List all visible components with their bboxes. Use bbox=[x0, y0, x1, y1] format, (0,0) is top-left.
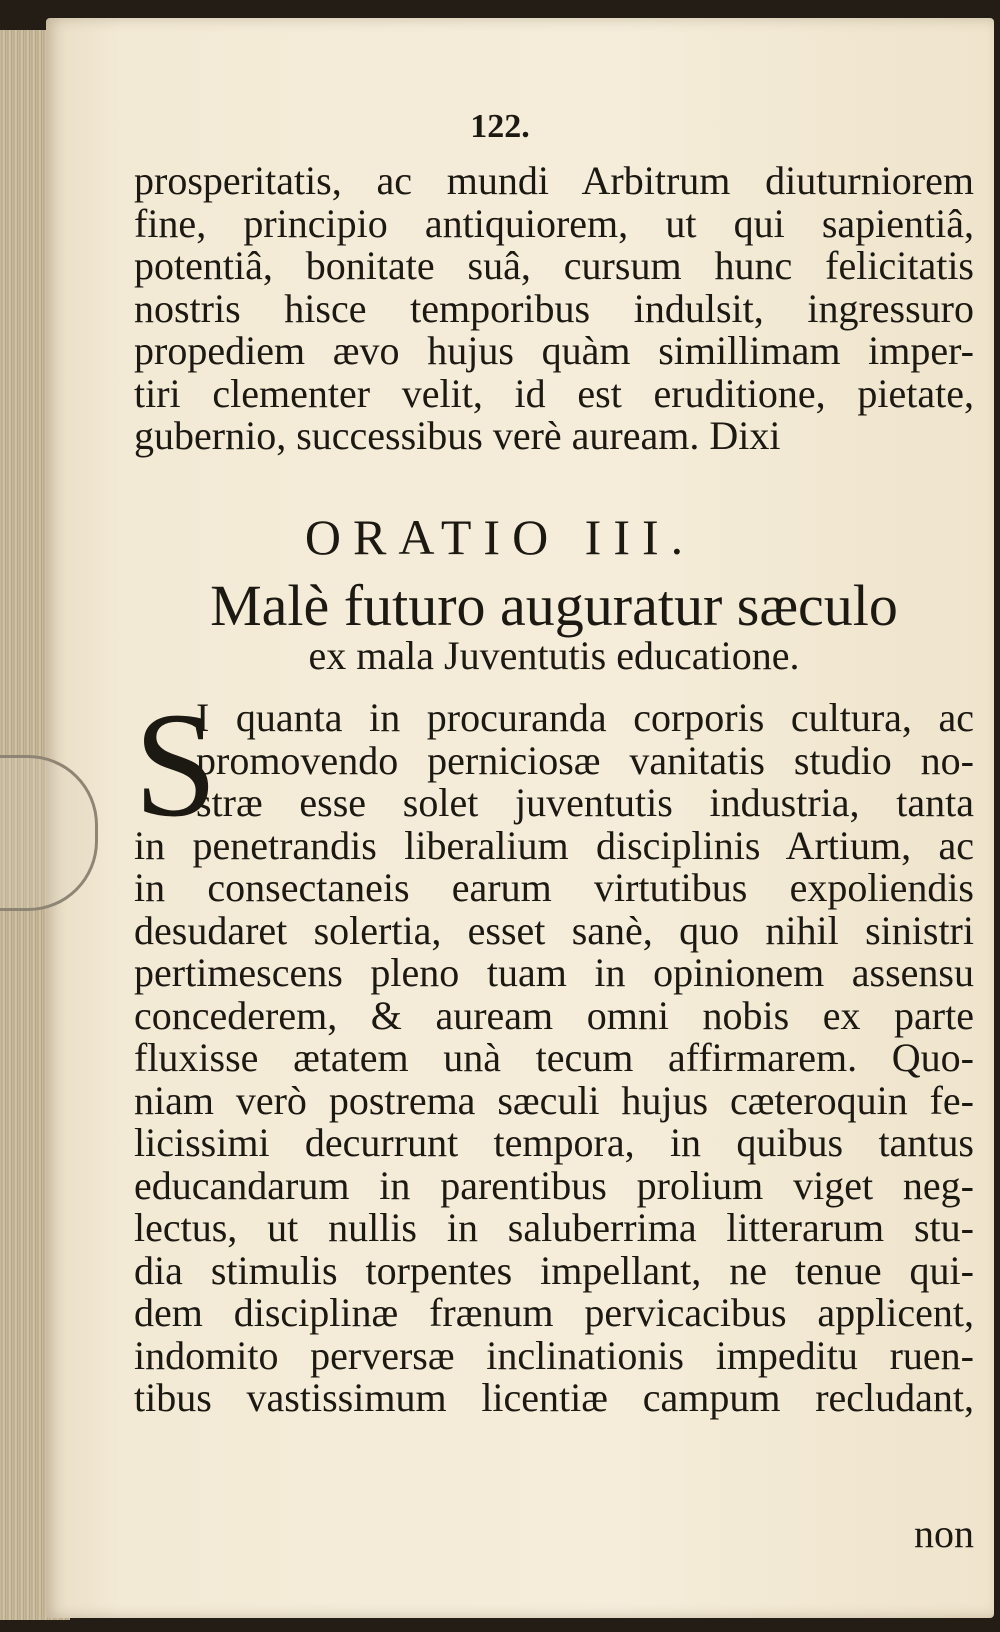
text-line: desudaret solertia, esset sanè, quo nihil sinistri bbox=[134, 907, 974, 953]
text-line: nostris hisce temporibus indulsit, ingressuro bbox=[134, 285, 974, 331]
text-line: licissimi decurrunt tempora, in quibus tantus bbox=[134, 1120, 974, 1165]
top-paragraph bbox=[134, 160, 974, 458]
text-line: tibus vastissimum licentiæ campum recludant, bbox=[134, 1375, 974, 1420]
catchword: non bbox=[914, 1511, 974, 1556]
text-line: potentiâ, bonitate suâ, cursum hunc felicitatis bbox=[134, 243, 974, 288]
drop-cap: S bbox=[134, 682, 218, 848]
text-line: in penetrandis liberalium disciplinis Artium, ac bbox=[134, 822, 974, 868]
text-line: dem disciplinæ frænum pervicacibus applicent, bbox=[134, 1290, 974, 1335]
text-line: in consectaneis earum virtutibus expoliendis bbox=[134, 865, 974, 910]
text-line: fluxisse ætatem unà tecum affirmarem. Quo- bbox=[134, 1035, 974, 1080]
text-line: propediem ævo hujus quàm simillimam imper- bbox=[134, 328, 974, 373]
text-line: niam verò postrema sæculi hujus cæteroquin fe- bbox=[134, 1077, 974, 1123]
text-line: concederem, & auream omni nobis ex parte bbox=[134, 992, 974, 1038]
text-line: lectus, ut nullis in saluberrima litterarum stu- bbox=[134, 1205, 974, 1250]
indented-lines bbox=[134, 697, 974, 825]
text-line: fine, principio antiquiorem, ut qui sapientiâ, bbox=[134, 200, 974, 246]
text-line: stræ esse solet juventutis industria, tanta bbox=[196, 780, 974, 825]
text-line: pertimescens pleno tuam in opinionem assensu bbox=[134, 950, 974, 995]
text-line: I quanta in procuranda corporis cultura, ac bbox=[196, 695, 974, 740]
page-number: 122. bbox=[470, 108, 530, 145]
oration-title: Malè futuro auguratur sæculo bbox=[210, 573, 898, 638]
text-line: promovendo perniciosæ vanitatis studio no- bbox=[196, 737, 974, 783]
text-line: indomito perversæ inclinationis impeditu ruen- bbox=[134, 1332, 974, 1378]
text-line: prosperitatis, ac mundi Arbitrum diuturniorem bbox=[134, 158, 974, 203]
text-line: educandarum in parentibus prolium viget neg- bbox=[134, 1162, 974, 1208]
text-line: gubernio, successibus verè auream. Dixi bbox=[134, 413, 781, 458]
text-line: tiri clementer velit, id est eruditione, pietate, bbox=[134, 370, 974, 416]
oration-subtitle: ex mala Juventutis educatione. bbox=[308, 633, 800, 678]
oration-heading: ORATIO III. bbox=[304, 509, 696, 565]
body-paragraph bbox=[134, 822, 974, 1420]
text-line: dia stimulis torpentes impellant, ne tenue qui- bbox=[134, 1247, 974, 1293]
